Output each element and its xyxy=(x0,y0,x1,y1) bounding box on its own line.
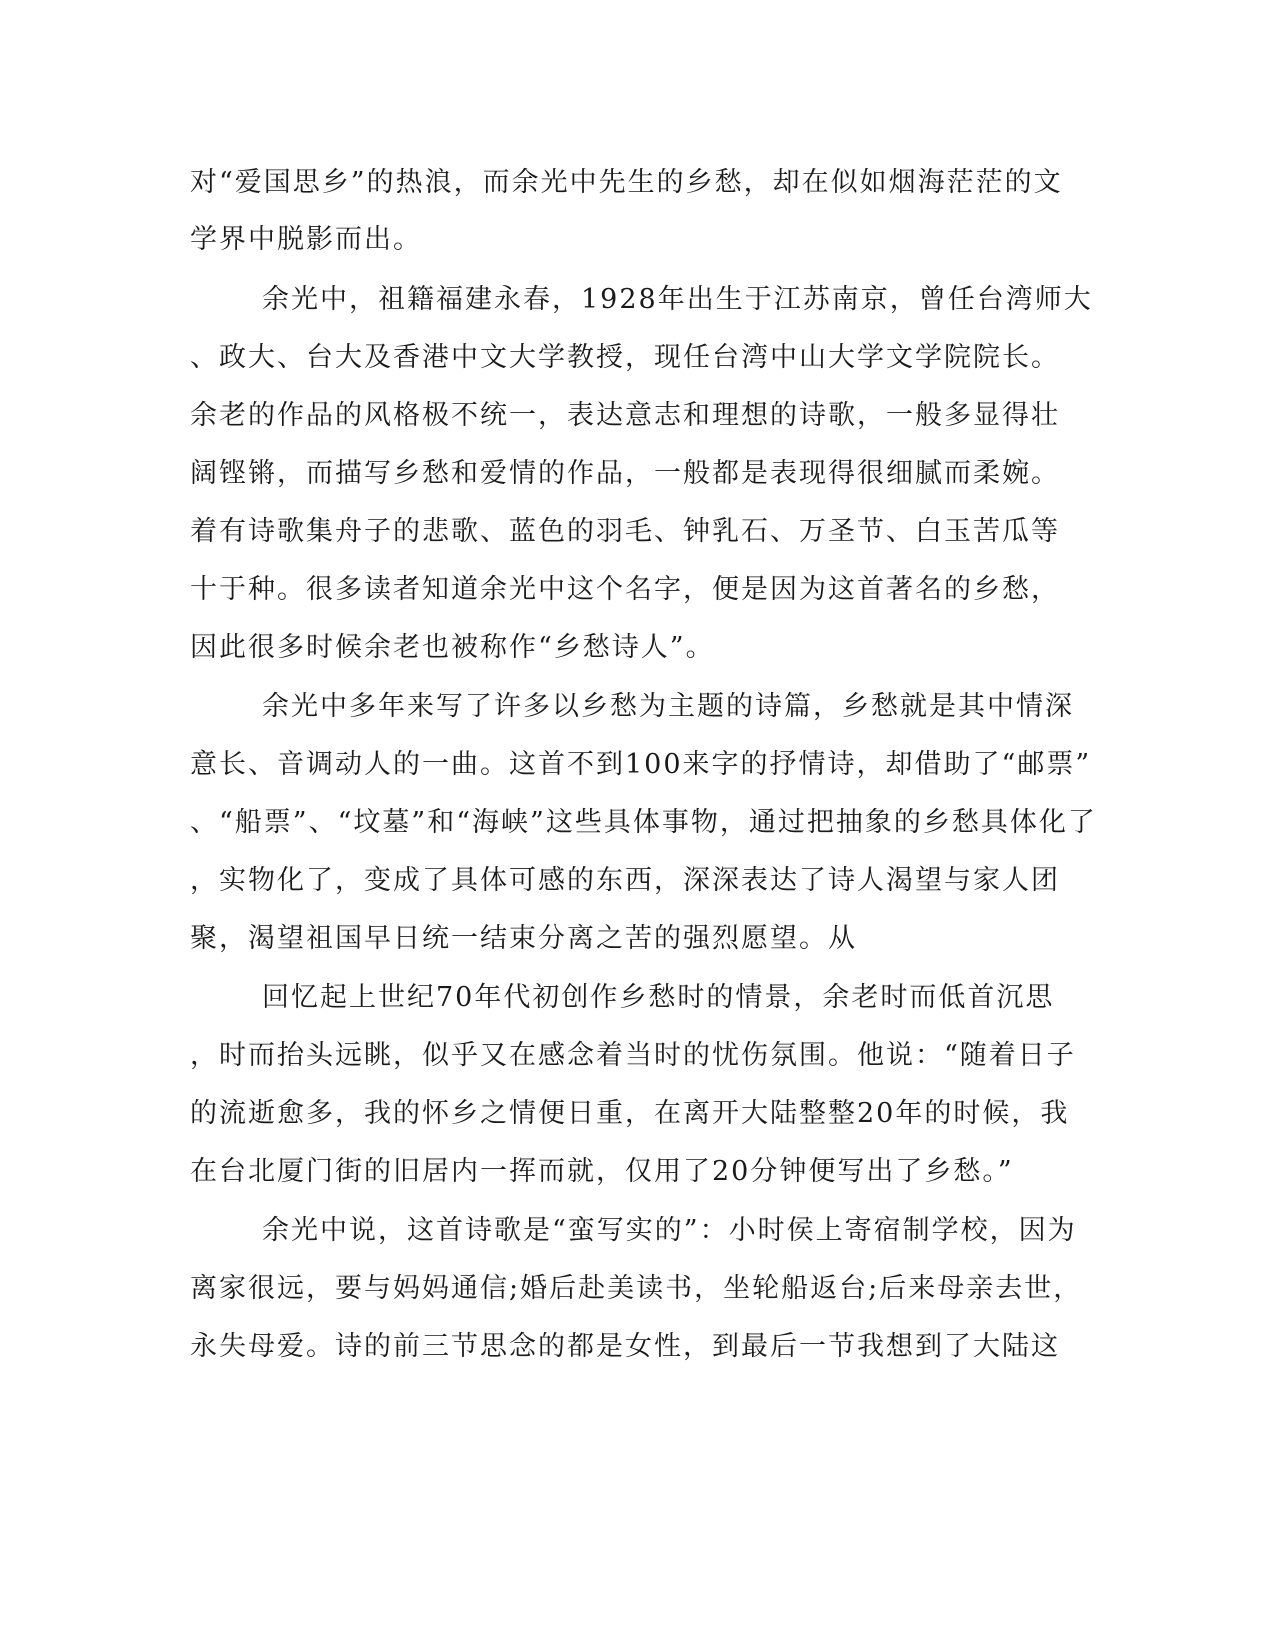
text-line: 永失母爱。诗的前三节思念的都是女性，到最后一节我想到了大陆这 xyxy=(190,1331,1060,1362)
text-line: 阔铿锵，而描写乡愁和爱情的作品，一般都是表现得很细腻而柔婉。 xyxy=(190,458,1060,489)
text-line: 学界中脱影而出。 xyxy=(190,224,422,255)
text-line: 余老的作品的风格极不统一，表达意志和理想的诗歌，一般多显得壮 xyxy=(190,400,1060,431)
paragraph-start-line: 余光中说，这首诗歌是“蛮写实的”：小时侯上寄宿制学校，因为 xyxy=(262,1215,1077,1246)
paragraph-start-line: 余光中，祖籍福建永春，1928年出生于江苏南京，曾任台湾师大 xyxy=(262,284,1093,315)
text-line: 在台北厦门街的旧居内一挥而就，仅用了20分钟便写出了乡愁。” xyxy=(190,1156,1014,1187)
text-line: 、政大、台大及香港中文大学教授，现任台湾中山大学文学院院长。 xyxy=(190,342,1060,373)
text-line: 的流逝愈多，我的怀乡之情便日重，在离开大陆整整20年的时候，我 xyxy=(190,1098,1070,1129)
text-line: 离家很远，要与妈妈通信;婚后赴美读书，坐轮船返台;后来母亲去世， xyxy=(190,1273,1083,1304)
text-line: 着有诗歌集舟子的悲歌、蓝色的羽毛、钟乳石、万圣节、白玉苦瓜等 xyxy=(190,516,1060,547)
text-line: 对“爱国思乡”的热浪，而余光中先生的乡愁，却在似如烟海茫茫的文 xyxy=(190,167,1063,198)
text-line: 因此很多时候余老也被称作“乡愁诗人”。 xyxy=(190,632,715,663)
text-line: 意长、音调动人的一曲。这首不到100来字的抒情诗，却借助了“邮票” xyxy=(190,749,1092,780)
paragraph-start-line: 回忆起上世纪70年代初创作乡愁时的情景，余老时而低首沉思 xyxy=(262,982,1055,1013)
text-line: 聚，渴望祖国早日统一结束分离之苦的强烈愿望。从 xyxy=(190,923,857,954)
paragraph-start-line: 余光中多年来写了许多以乡愁为主题的诗篇，乡愁就是其中情深 xyxy=(262,691,1074,722)
text-line: 、“船票”、“坟墓”和“海峡”这些具体事物，通过把抽象的乡愁具体化了 xyxy=(190,807,1097,838)
text-line: 十于种。很多读者知道余光中这个名字，便是因为这首著名的乡愁， xyxy=(190,574,1060,605)
text-line: ，实物化了，变成了具体可感的东西，深深表达了诗人渴望与家人团 xyxy=(190,865,1060,896)
text-line: ，时而抬头远眺，似乎又在感念着当时的忧伤氛围。他说：“随着日子 xyxy=(190,1040,1076,1071)
